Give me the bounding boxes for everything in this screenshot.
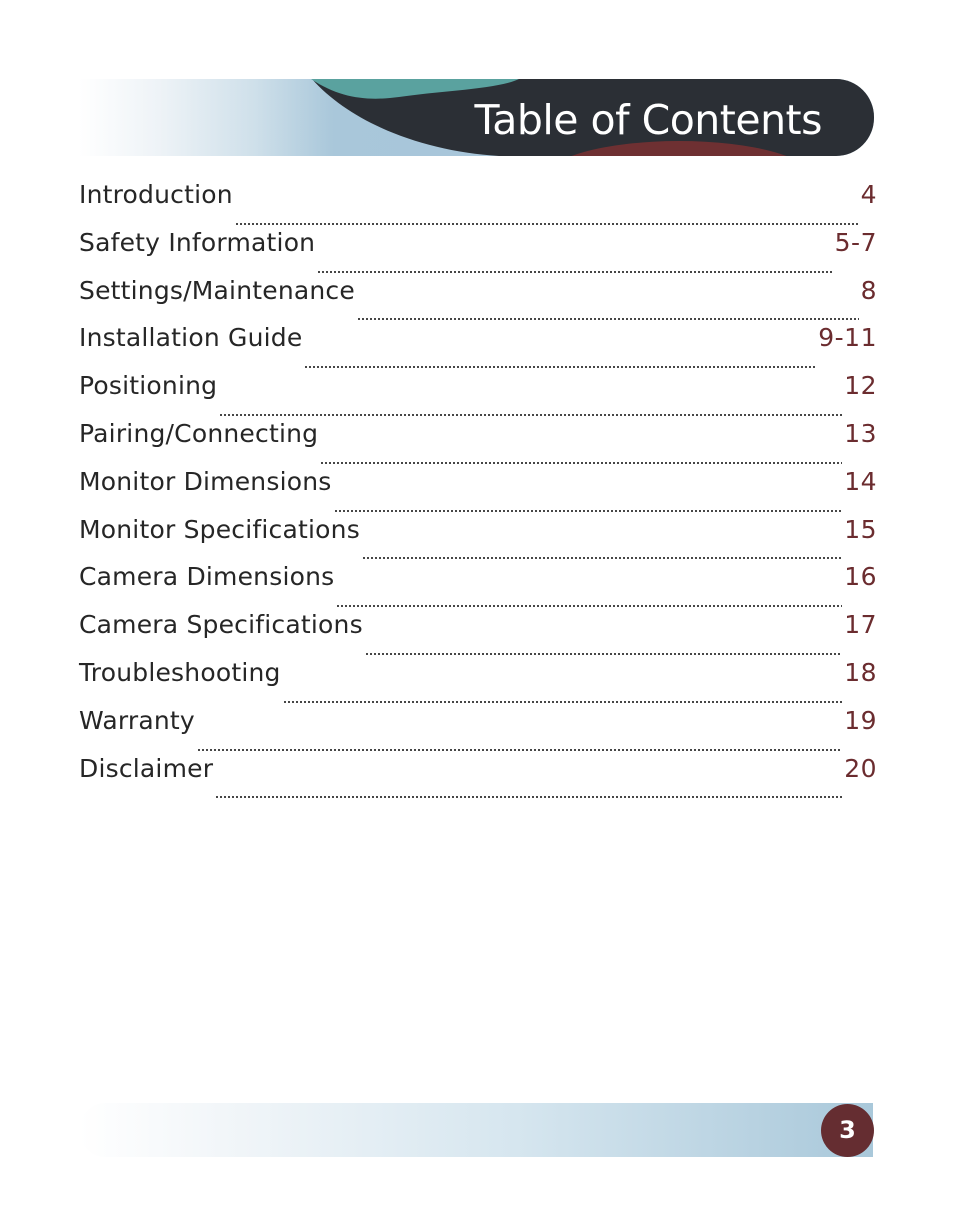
header-banner <box>79 79 874 156</box>
page-title: Table of Contents <box>474 96 822 144</box>
toc-entry-page: 9-11 <box>818 323 877 353</box>
toc-entry-page: 15 <box>844 514 877 544</box>
toc-entry-page: 8 <box>860 275 877 305</box>
toc-entry-introduction[interactable] <box>79 180 877 228</box>
dot-leader <box>362 536 842 562</box>
toc-entry-page: 18 <box>844 657 877 687</box>
toc-entry-title: Camera Specifications <box>79 610 363 640</box>
toc-entry-title: Monitor Specifications <box>79 514 360 544</box>
toc-entry-title: Camera Dimensions <box>79 562 335 592</box>
toc-entry-title: Safety Information <box>79 227 316 257</box>
toc-entry-title: Introduction <box>79 180 233 209</box>
dot-leader <box>336 584 842 610</box>
toc-entry-page: 5-7 <box>834 227 877 257</box>
toc-entry-title: Installation Guide <box>79 323 303 353</box>
toc-entry-page: 20 <box>844 753 877 783</box>
toc-entry-page: 14 <box>844 466 877 496</box>
dot-leader <box>219 393 842 419</box>
dot-leader <box>215 775 842 801</box>
toc-entry-troubleshooting[interactable] <box>79 658 877 706</box>
toc-entry-page: 4 <box>860 180 877 209</box>
toc-entry-camera-specifications[interactable] <box>79 610 877 658</box>
toc-entry-positioning[interactable] <box>79 371 877 419</box>
dot-leader <box>283 680 843 706</box>
toc-entry-title: Warranty <box>79 705 195 735</box>
dot-leader <box>334 489 843 515</box>
table-of-contents <box>79 180 877 801</box>
toc-entry-monitor-specifications[interactable] <box>79 515 877 563</box>
toc-entry-title: Pairing/Connecting <box>79 418 319 448</box>
toc-entry-settings-maintenance[interactable] <box>79 276 877 324</box>
toc-entry-title: Monitor Dimensions <box>79 466 332 496</box>
footer-bar <box>79 1103 873 1157</box>
page-number-badge: 3 <box>821 1104 874 1157</box>
toc-entry-warranty[interactable] <box>79 706 877 754</box>
dot-leader <box>320 441 842 467</box>
toc-entry-page: 12 <box>844 371 877 401</box>
toc-entry-page: 16 <box>844 562 877 592</box>
toc-entry-page: 17 <box>844 610 877 640</box>
toc-entry-disclaimer[interactable] <box>79 754 877 802</box>
toc-entry-camera-dimensions[interactable] <box>79 562 877 610</box>
dot-leader <box>365 632 842 658</box>
dot-leader <box>317 250 832 276</box>
toc-entry-page: 19 <box>844 705 877 735</box>
toc-entry-monitor-dimensions[interactable] <box>79 467 877 515</box>
toc-entry-title: Disclaimer <box>79 753 214 783</box>
dot-leader <box>304 345 816 371</box>
toc-entry-title: Troubleshooting <box>79 657 281 687</box>
dot-leader <box>357 297 859 323</box>
toc-entry-safety-information[interactable] <box>79 228 877 276</box>
toc-entry-page: 13 <box>844 418 877 448</box>
toc-entry-title: Positioning <box>79 371 218 401</box>
dot-leader <box>197 728 842 754</box>
toc-entry-pairing-connecting[interactable] <box>79 419 877 467</box>
toc-entry-title: Settings/Maintenance <box>79 275 355 305</box>
dot-leader <box>235 202 859 228</box>
toc-entry-installation-guide[interactable] <box>79 323 877 371</box>
